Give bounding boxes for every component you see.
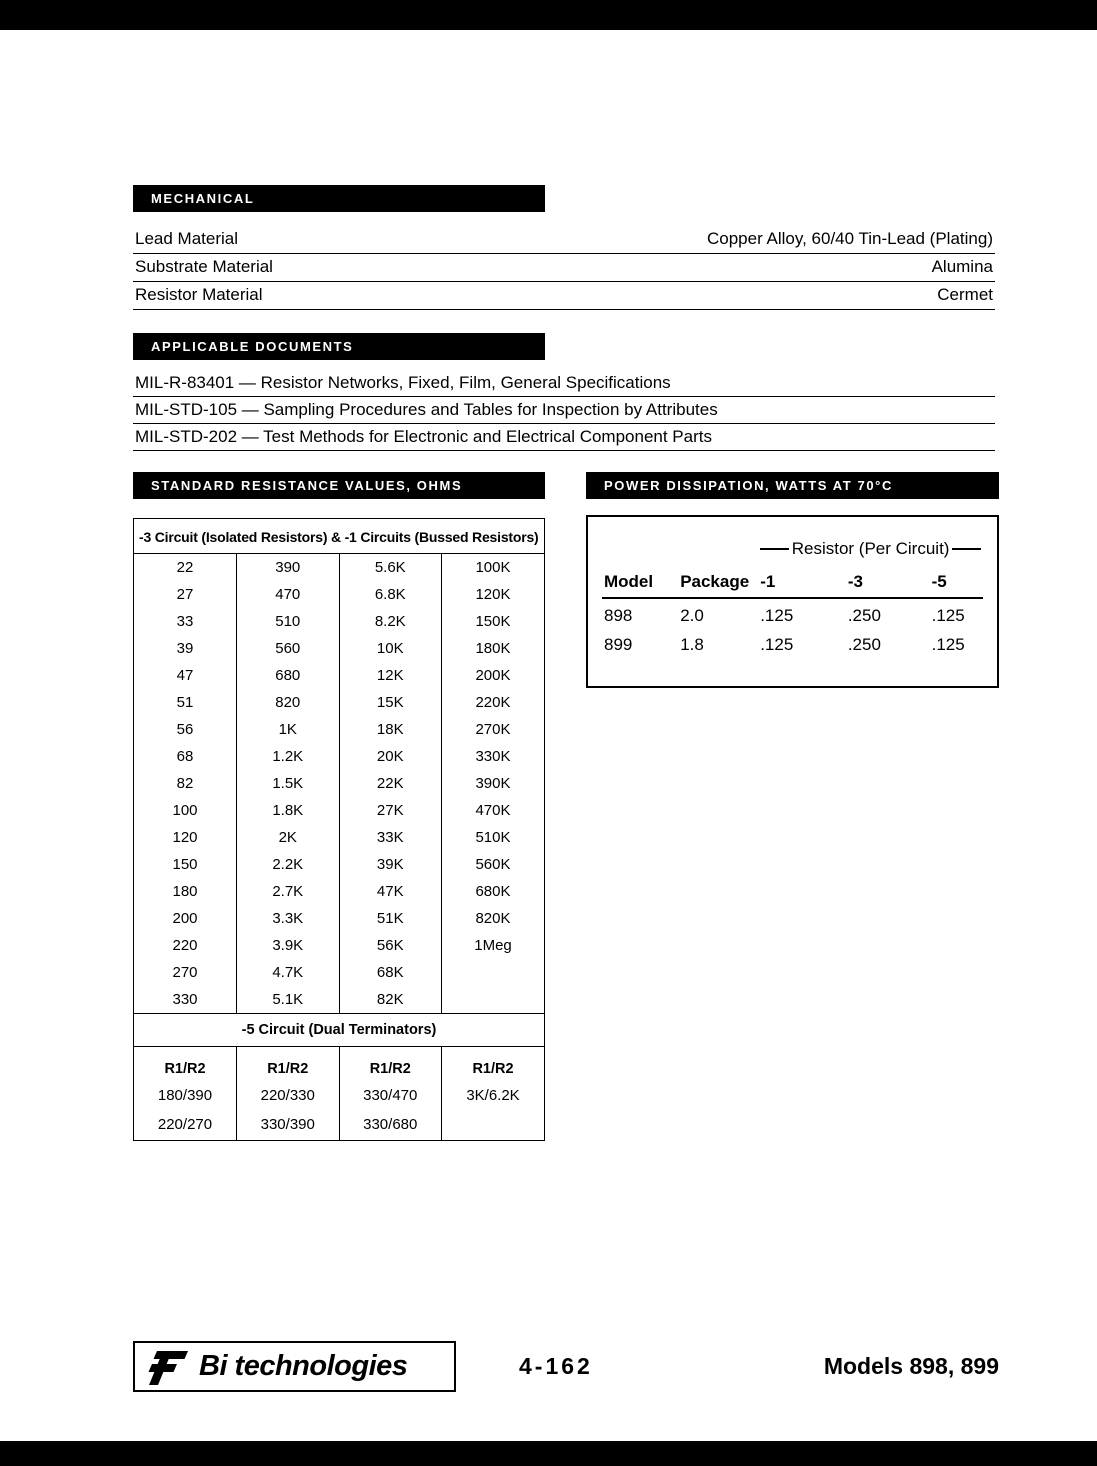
table-cell: 330/470	[339, 1082, 442, 1111]
table-cell: 2.2K	[237, 851, 340, 878]
table-cell: Lead Material	[133, 226, 416, 254]
column-header: R1/R2	[237, 1047, 340, 1082]
column-header: -1	[758, 564, 846, 598]
header-rule-left	[760, 548, 789, 550]
table-cell: 220/330	[237, 1082, 340, 1111]
table-cell: 180K	[442, 635, 545, 662]
resistor-per-circuit-header	[758, 531, 983, 564]
table-cell: 1K	[237, 716, 340, 743]
bi-logo-icon	[145, 1348, 189, 1386]
table-cell: 100K	[442, 554, 545, 581]
table-cell: 680	[237, 662, 340, 689]
table-cell: 2K	[237, 824, 340, 851]
table-cell: 390K	[442, 770, 545, 797]
model-numbers: Models 898, 899	[823, 1353, 999, 1379]
column-header: R1/R2	[164, 1061, 206, 1077]
document-item: MIL-STD-202 — Test Methods for Electronic and Electrical Component Parts	[133, 424, 995, 451]
document-item: MIL-STD-105 — Sampling Procedures and Tables for Inspection by Attributes	[133, 397, 995, 424]
table-row	[134, 554, 544, 581]
page-number: 4-162	[519, 1353, 593, 1379]
table-cell: .250	[847, 606, 881, 625]
column-header: -3	[846, 564, 930, 598]
table-cell: 510K	[442, 824, 545, 851]
dual-grid-body	[134, 1082, 544, 1140]
power-table-header	[602, 531, 983, 598]
table-cell: 330K	[442, 743, 545, 770]
table-cell: 898	[604, 606, 633, 625]
table-row	[602, 564, 983, 598]
table-cell: 680K	[442, 878, 545, 905]
table-cell: 3.3K	[237, 905, 340, 932]
table-cell: 1.8K	[237, 797, 340, 824]
table-cell	[442, 959, 545, 986]
table-row	[602, 628, 983, 657]
table-row	[134, 770, 544, 797]
dual-terminators-title: -5 Circuit (Dual Terminators)	[134, 1013, 544, 1047]
power-table-body	[602, 598, 983, 657]
table-cell: 510	[237, 608, 340, 635]
table-cell: 820K	[442, 905, 545, 932]
table-cell: 1.5K	[237, 770, 340, 797]
resistance-values-table	[133, 518, 545, 1141]
table-cell: 200K	[442, 662, 545, 689]
table-cell: 270K	[442, 716, 545, 743]
table-cell: 20K	[339, 743, 442, 770]
table-cell: 56K	[339, 932, 442, 959]
resistance-grid	[134, 554, 544, 1013]
brand-name: Bi technologies	[199, 1350, 408, 1382]
table-cell: Cermet	[416, 282, 995, 310]
table-cell: 33K	[339, 824, 442, 851]
table-cell: .125	[760, 606, 794, 625]
table-cell: .125	[760, 635, 794, 654]
table-cell: 200	[172, 910, 198, 927]
table-cell: 330	[172, 991, 198, 1008]
table-cell: 470K	[442, 797, 545, 824]
bi-technologies-logo	[133, 1341, 456, 1392]
table-cell: Alumina	[416, 254, 995, 282]
table-cell: 51K	[339, 905, 442, 932]
table-cell: 220	[172, 937, 198, 954]
document-item: MIL-R-83401 — Resistor Networks, Fixed, Film, General Specifications	[133, 370, 995, 397]
table-cell: 39	[176, 640, 194, 657]
table-cell: 22K	[339, 770, 442, 797]
header-rule-right	[952, 548, 981, 550]
table-row	[134, 986, 544, 1013]
table-cell: 82K	[339, 986, 442, 1013]
table-row	[134, 959, 544, 986]
mechanical-table-body	[133, 226, 995, 310]
table-row	[134, 581, 544, 608]
table-cell: 2.0	[680, 606, 704, 625]
table-row	[134, 1047, 544, 1082]
table-cell: Copper Alloy, 60/40 Tin-Lead (Plating)	[416, 226, 995, 254]
table-cell: 820	[237, 689, 340, 716]
table-row	[134, 689, 544, 716]
table-cell: .250	[847, 635, 881, 654]
resistance-values-section-header: STANDARD RESISTANCE VALUES, OHMS	[133, 472, 545, 499]
table-row	[602, 531, 983, 564]
column-header: Model	[602, 564, 678, 598]
table-row	[134, 716, 544, 743]
table-cell: 330/680	[339, 1111, 442, 1140]
table-row	[133, 282, 995, 310]
table-cell: 899	[604, 635, 633, 654]
table-row	[133, 254, 995, 282]
table-cell: 270	[172, 964, 198, 981]
table-cell: 68K	[339, 959, 442, 986]
table-cell: 8.2K	[339, 608, 442, 635]
table-cell: 39K	[339, 851, 442, 878]
table-cell: 220K	[442, 689, 545, 716]
table-row	[134, 1111, 544, 1140]
table-cell: 2.7K	[237, 878, 340, 905]
column-header: Package	[678, 564, 758, 598]
table-row	[602, 598, 983, 628]
table-cell: 33	[176, 613, 194, 630]
table-cell: 150	[172, 856, 198, 873]
table-cell: Resistor Material	[133, 282, 416, 310]
table-row	[134, 608, 544, 635]
top-border-bar	[0, 0, 1097, 30]
table-cell: 47	[176, 667, 194, 684]
table-row	[134, 878, 544, 905]
mechanical-section-header: MECHANICAL	[133, 185, 545, 212]
table-cell: 6.8K	[339, 581, 442, 608]
table-row	[133, 226, 995, 254]
dual-grid-header	[134, 1047, 544, 1082]
column-header: R1/R2	[339, 1047, 442, 1082]
table-row	[134, 662, 544, 689]
column-header: -5	[930, 564, 983, 598]
table-row	[134, 851, 544, 878]
table-cell: 390	[237, 554, 340, 581]
table-cell: 5.6K	[339, 554, 442, 581]
applicable-documents-section-header: APPLICABLE DOCUMENTS	[133, 333, 545, 360]
table-cell: 180	[172, 883, 198, 900]
power-dissipation-section-header: POWER DISSIPATION, WATTS AT 70°C	[586, 472, 999, 499]
table-cell	[442, 986, 545, 1013]
table-cell: 3K/6.2K	[442, 1082, 545, 1111]
table-cell: 27K	[339, 797, 442, 824]
mechanical-table	[133, 226, 995, 310]
table-cell: 10K	[339, 635, 442, 662]
spacer-cell	[602, 531, 758, 564]
dual-terminators-grid	[134, 1047, 544, 1140]
table-cell: 56	[176, 721, 194, 738]
resistance-grid-body	[134, 554, 544, 1013]
table-cell: 560	[237, 635, 340, 662]
table-cell: 120K	[442, 581, 545, 608]
table-cell: 1Meg	[442, 932, 545, 959]
table-cell: 68	[176, 748, 194, 765]
table-row	[134, 1082, 544, 1111]
group-header-label: Resistor (Per Circuit)	[791, 539, 950, 558]
table-cell: Substrate Material	[133, 254, 416, 282]
table-cell: 1.2K	[237, 743, 340, 770]
table-cell: 12K	[339, 662, 442, 689]
table-cell: 1.8	[680, 635, 704, 654]
power-table	[602, 531, 983, 657]
table-cell	[442, 1111, 545, 1140]
table-cell: 22	[176, 559, 194, 576]
table-cell: 47K	[339, 878, 442, 905]
table-cell: 470	[237, 581, 340, 608]
table-cell: 51	[176, 694, 194, 711]
table-cell: 150K	[442, 608, 545, 635]
table-cell: 82	[176, 775, 194, 792]
table-row	[134, 824, 544, 851]
table-cell: 27	[176, 586, 194, 603]
table-row	[134, 635, 544, 662]
table-cell: 15K	[339, 689, 442, 716]
table-cell: 18K	[339, 716, 442, 743]
table-cell: 120	[172, 829, 198, 846]
table-row	[134, 797, 544, 824]
power-dissipation-table	[586, 515, 999, 688]
table-cell: .125	[931, 635, 965, 654]
table-cell: 5.1K	[237, 986, 340, 1013]
table-cell: 220/270	[157, 1115, 213, 1133]
bottom-border-bar	[0, 1441, 1097, 1466]
table-cell: 3.9K	[237, 932, 340, 959]
table-cell: 100	[172, 802, 198, 819]
table-cell: 330/390	[237, 1111, 340, 1140]
table-row	[134, 932, 544, 959]
table-cell: 180/390	[157, 1086, 213, 1104]
table-cell: .125	[931, 606, 965, 625]
table-row	[134, 743, 544, 770]
applicable-documents-list	[133, 370, 995, 451]
resistance-table-subtitle: -3 Circuit (Isolated Resistors) & -1 Circuits (Bussed Resistors)	[134, 519, 544, 554]
column-header: R1/R2	[442, 1047, 545, 1082]
table-row	[134, 905, 544, 932]
table-cell: 4.7K	[237, 959, 340, 986]
table-cell: 560K	[442, 851, 545, 878]
